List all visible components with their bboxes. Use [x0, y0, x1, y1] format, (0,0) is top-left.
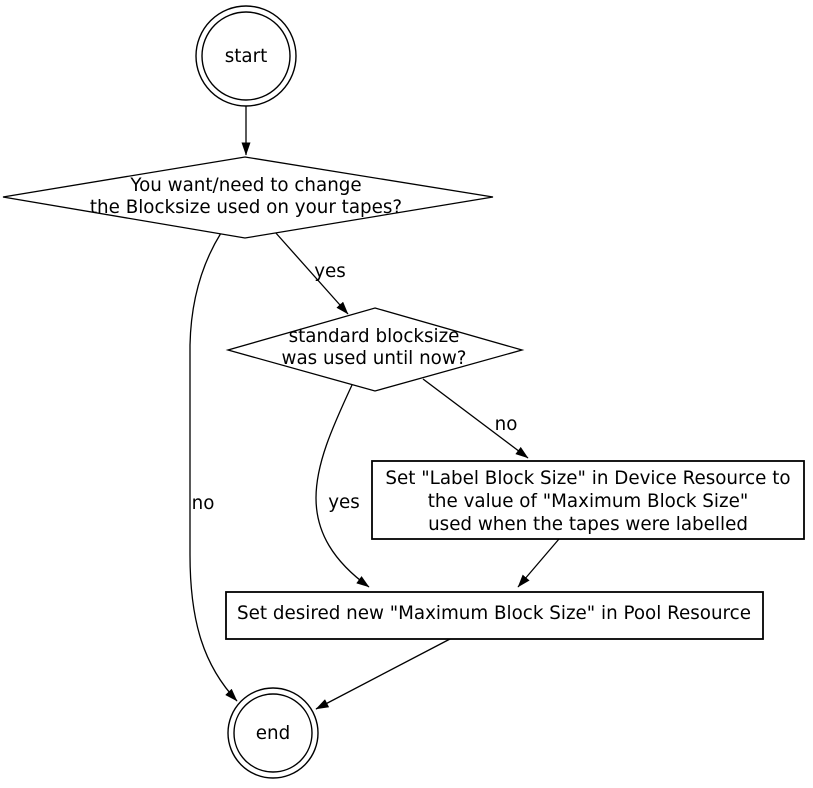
edge-label-decision1-no: no — [191, 493, 215, 514]
pool-resource-label: Set desired new "Maximum Block Size" in Pool Resource — [237, 603, 751, 624]
node-process-device-resource — [372, 461, 804, 539]
device-resource-label-line2: the value of "Maximum Block Size" — [427, 491, 749, 512]
edge-device-box-to-pool-box — [518, 539, 559, 587]
edge-decision2-yes-to-pool-box — [316, 385, 369, 587]
decision1-label-line2: the Blocksize used on your tapes? — [89, 197, 403, 218]
edge-label-decision2-yes: yes — [328, 492, 360, 513]
device-resource-label-line3: used when the tapes were labelled — [428, 514, 748, 535]
start-label: start — [224, 46, 268, 67]
node-end — [228, 688, 318, 778]
edge-label-decision1-yes: yes — [314, 261, 346, 282]
decision2-label-line1: standard blocksize — [288, 326, 460, 347]
node-process-pool-resource — [226, 592, 763, 639]
node-decision-standard-blocksize — [228, 308, 522, 391]
node-decision-change-blocksize — [3, 157, 493, 238]
decision2-label-line2: was used until now? — [281, 348, 467, 369]
end-label: end — [255, 723, 291, 744]
device-resource-label-line1: Set "Label Block Size" in Device Resource to — [385, 468, 791, 489]
decision1-label-line1: You want/need to change — [130, 175, 362, 196]
node-start — [196, 6, 296, 106]
edge-label-decision2-no: no — [494, 414, 518, 435]
edge-pool-box-to-end — [316, 639, 450, 709]
